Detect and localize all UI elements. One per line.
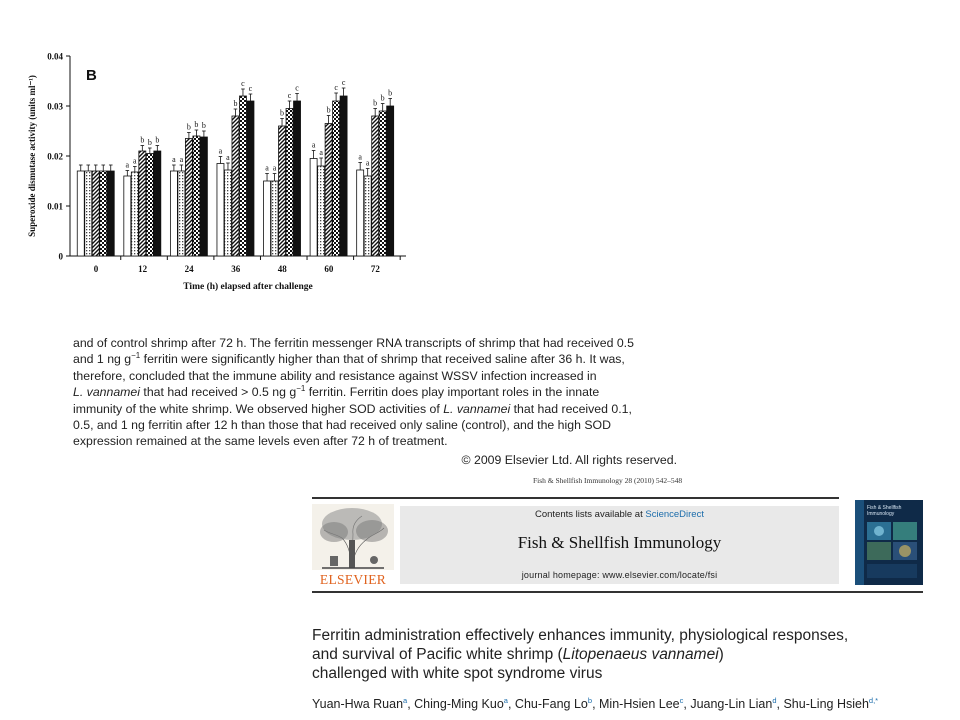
bar [286, 109, 293, 257]
bar [193, 136, 200, 256]
cover-title: Fish & Shellfish Immunology [867, 505, 902, 517]
significance-letter: a [358, 152, 362, 162]
species-name: L. vannamei [73, 385, 140, 400]
bar [139, 151, 146, 256]
species-name: Litopenaeus vannamei [562, 646, 719, 663]
bar [333, 101, 340, 256]
significance-letter: b [147, 138, 152, 147]
y-axis-title: Superoxide dismutase activity (units ml⁻¹) [27, 75, 37, 237]
y-tick-label: 0 [58, 251, 63, 262]
significance-letter: c [241, 79, 245, 88]
author-name[interactable]: Shu-Ling Hsieh [783, 697, 869, 712]
journal-citation: Fish & Shellfish Immunology 28 (2010) 542–548 [533, 476, 683, 485]
significance-letter: a [172, 155, 176, 164]
bar [146, 154, 153, 257]
significance-letter: b [380, 93, 385, 103]
bar [224, 170, 231, 256]
bar [340, 96, 347, 256]
title-line: and survival of Pacific white shrimp ( [312, 646, 563, 663]
elsevier-logo [312, 504, 394, 588]
significance-letter: b [155, 135, 160, 145]
significance-letter: b [186, 122, 191, 132]
author-separator: , [407, 697, 415, 712]
bar [232, 116, 239, 256]
bar [124, 176, 131, 256]
abstract-line: and of control shrimp after 72 h. The ferritin messenger RNA transcripts of shrimp that had received 0.5 [73, 336, 634, 350]
significance-letter: b [233, 99, 238, 108]
significance-letter: c [334, 83, 338, 92]
significance-letter: c [295, 83, 299, 93]
contents-prefix: Contents lists available at [535, 509, 646, 520]
bar [170, 171, 177, 256]
journal-title: Fish & Shellfish Immunology [517, 533, 722, 552]
header-top-rule [312, 497, 839, 499]
bar [271, 181, 278, 256]
significance-letter: a [133, 156, 137, 166]
copyright-notice: © 2009 Elsevier Ltd. All rights reserved. [461, 452, 677, 467]
elsevier-tree-icon [312, 504, 394, 570]
journal-header [400, 506, 839, 584]
significance-letter: a [265, 163, 269, 173]
author-affiliation-mark[interactable]: a [503, 696, 508, 705]
author-affiliation-mark[interactable]: a [403, 696, 408, 705]
bar [372, 116, 379, 256]
bar [92, 171, 99, 256]
journal-cover-thumbnail [855, 500, 923, 585]
x-tick-label: 12 [138, 264, 148, 274]
author-affiliation-mark[interactable]: c [679, 696, 684, 705]
bar [379, 111, 386, 256]
paper-title [312, 626, 932, 683]
significance-letter: b [201, 121, 206, 130]
significance-letter: a [272, 163, 277, 173]
author-affiliation-mark[interactable]: d,* [868, 696, 879, 705]
abstract-line: immunity of the white shrimp. We observed higher SOD activities of [73, 401, 444, 416]
author-separator: , [592, 697, 600, 712]
significance-letter: c [341, 78, 346, 87]
significance-letter: b [194, 120, 199, 129]
contents-line [400, 509, 839, 520]
bar [318, 166, 325, 256]
journal-homepage[interactable]: journal homepage: www.elsevier.com/locate/fsi [521, 570, 718, 580]
header-bottom-rule [312, 591, 923, 593]
bar [387, 106, 394, 256]
significance-letter: a [218, 146, 223, 156]
significance-letter: a [226, 153, 230, 162]
abstract-line: and 1 ng g [73, 352, 132, 367]
author-name[interactable]: Juang-Lin Lian [690, 697, 773, 712]
bar [264, 181, 271, 256]
chart-svg [20, 40, 420, 300]
title-line: ) [718, 646, 724, 663]
bar [357, 170, 364, 256]
significance-letter: a [179, 155, 184, 164]
x-axis-title: Time (h) elapsed after challenge [183, 282, 313, 292]
bar [364, 176, 371, 256]
bar [325, 124, 332, 257]
plot-area [27, 52, 406, 293]
significance-letter: b [280, 108, 285, 118]
x-tick-label: 72 [370, 264, 380, 274]
abstract-text [73, 335, 677, 468]
significance-letter: a [311, 140, 316, 150]
bar [100, 171, 107, 256]
x-tick-label: 0 [93, 264, 99, 274]
x-tick-label: 60 [324, 264, 334, 274]
title-line: Ferritin administration effectively enhances immunity, physiological responses, [312, 627, 849, 644]
author-name[interactable]: Chu-Fang Lo [514, 697, 588, 712]
significance-letter: b [373, 98, 378, 108]
x-tick-label: 24 [184, 264, 194, 274]
significance-letter: a [125, 160, 130, 170]
y-tick-label: 0.03 [47, 101, 63, 112]
author-separator: , [507, 697, 515, 712]
bar [310, 159, 317, 257]
author-name[interactable]: Min-Hsien Lee [599, 697, 680, 712]
abstract-line: that had received 0.1, [510, 401, 632, 416]
x-tick-label: 36 [231, 264, 241, 274]
bar [294, 101, 301, 256]
author-name[interactable]: Ching-Ming Kuo [414, 697, 504, 712]
author-affiliation-mark[interactable]: b [587, 696, 593, 705]
significance-letter: b [326, 105, 331, 115]
superscript: −1 [131, 351, 141, 361]
abstract-line: ferritin were significantly higher than that of shrimp that received saline after 36 h. It was, [140, 352, 625, 367]
y-tick-label: 0.04 [47, 51, 63, 62]
abstract-line: ferritin. Ferritin does play important roles in the innate [305, 385, 600, 400]
bar [107, 171, 114, 256]
significance-letter: b [140, 135, 145, 145]
author-separator: , [776, 697, 784, 712]
abstract-line: therefore, concluded that the immune ability and resistance against WSSV infection increased in [73, 368, 597, 383]
sciencedirect-link[interactable]: ScienceDirect [645, 509, 704, 520]
bar [239, 96, 246, 256]
bar [200, 137, 207, 256]
bar [154, 151, 161, 256]
title-line: challenged with white spot syndrome virus [312, 665, 603, 682]
significance-letter: a [365, 158, 370, 168]
significance-letter: c [287, 91, 292, 100]
bar [131, 172, 138, 256]
bar [178, 171, 185, 256]
superscript: −1 [296, 384, 306, 394]
abstract-line: that had received > 0.5 ng g [140, 385, 297, 400]
bar [85, 171, 92, 256]
abstract-line: 0.5, and 1 ng ferritin after 12 h than those that had received only saline (control), and the high SOD [73, 418, 611, 433]
significance-letter: c [248, 84, 253, 93]
bar [185, 139, 192, 257]
author-list [312, 696, 878, 711]
bar [247, 101, 254, 256]
elsevier-wordmark: ELSEVIER [319, 572, 387, 587]
author-name[interactable]: Yuan-Hwa Ruan [312, 697, 404, 712]
author-affiliation-mark[interactable]: d [772, 696, 777, 705]
significance-letter: b [388, 88, 393, 98]
significance-letter: a [319, 148, 323, 157]
x-tick-label: 48 [277, 264, 287, 274]
y-tick-label: 0.01 [47, 201, 63, 212]
species-name: L. vannamei [443, 401, 511, 416]
author-separator: , [683, 697, 691, 712]
bar [217, 164, 224, 257]
bar [77, 171, 84, 256]
sod-activity-chart [20, 40, 420, 300]
abstract-line: expression remained at the same levels even after 72 h of treatment. [73, 434, 448, 449]
panel-label: B [86, 67, 97, 84]
y-tick-label: 0.02 [47, 151, 63, 162]
bar [279, 126, 286, 256]
